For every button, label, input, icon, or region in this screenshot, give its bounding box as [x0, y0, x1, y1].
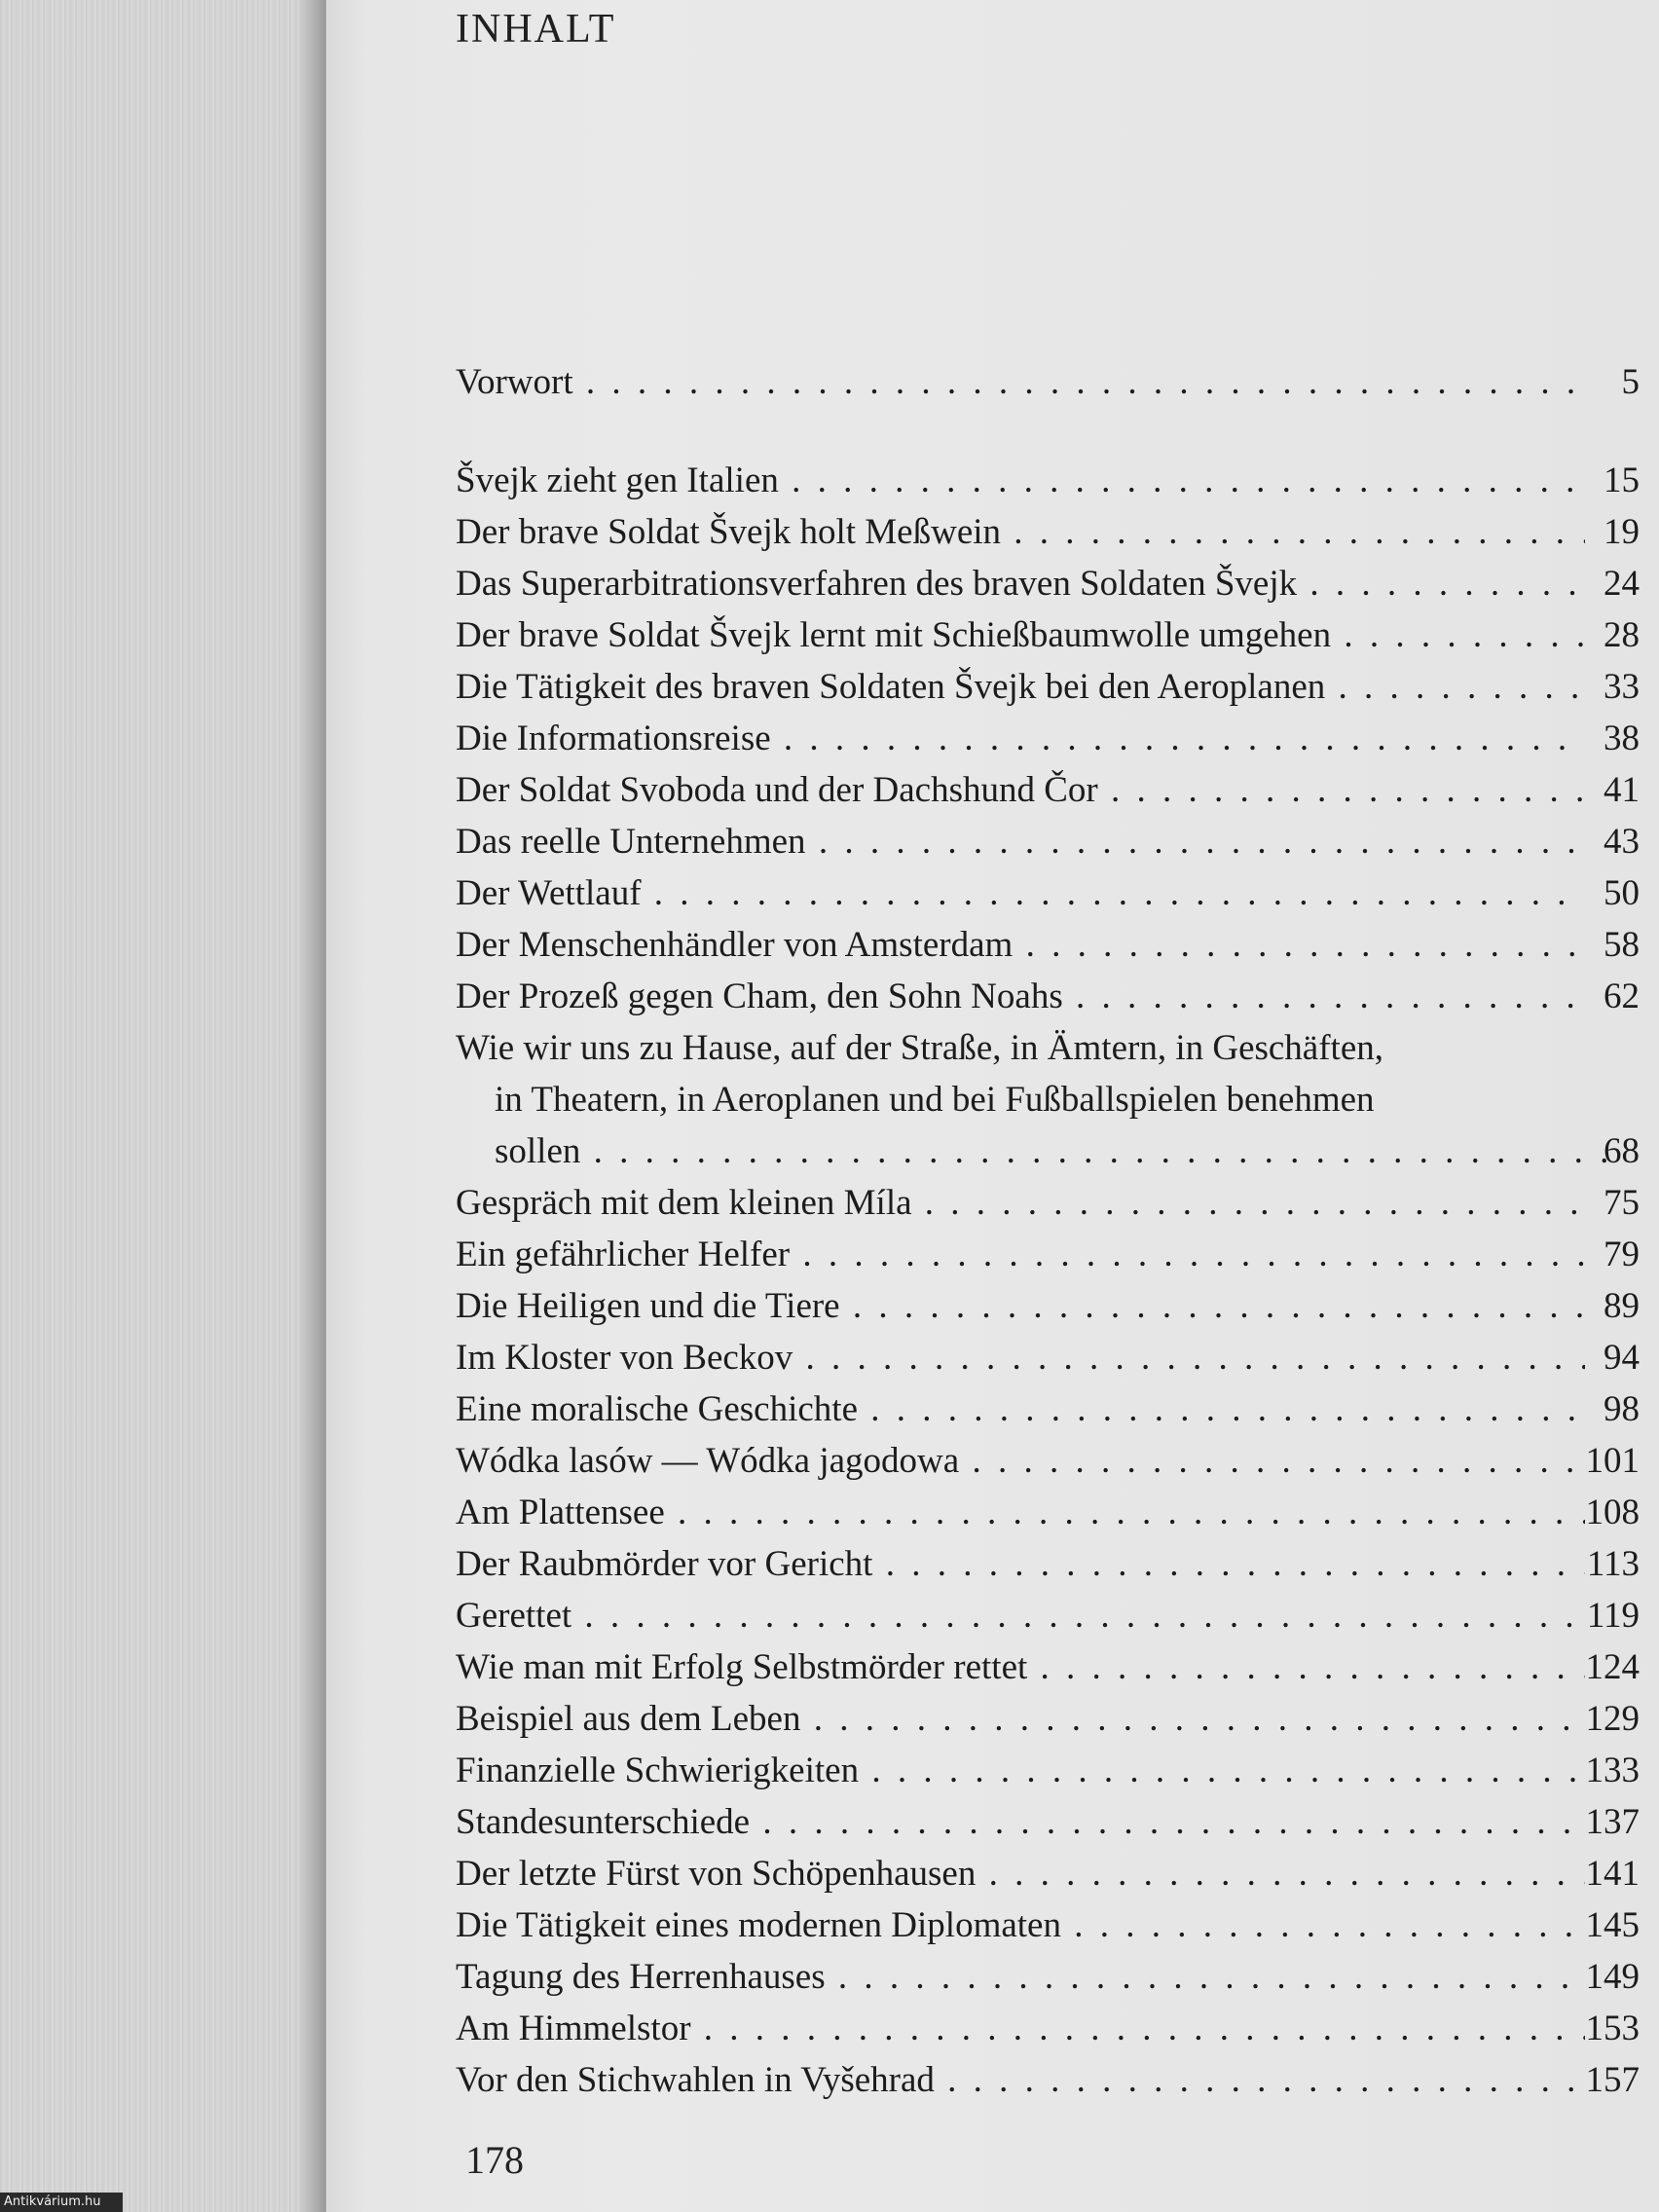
page-title: INHALT	[456, 7, 616, 52]
toc-entry-title: Vorwort	[456, 362, 573, 402]
toc-entry-line: in Theatern, in Aeroplanen und bei Fußballspielen benehmen	[495, 1080, 1375, 1120]
toc-entry-title: Gerettet	[456, 1596, 572, 1636]
toc-entry-title: Der Soldat Svoboda und der Dachshund Čor	[456, 770, 1098, 810]
toc-entry	[456, 919, 1640, 971]
toc-entry-title: Der Raubmörder vor Gericht	[456, 1544, 873, 1584]
toc-entry-page: 124	[1585, 1647, 1640, 1687]
toc-entry-page: 119	[1586, 1596, 1640, 1636]
toc-entry-title: Am Himmelstor	[456, 2009, 691, 2048]
toc-entry-page: 19	[1604, 512, 1640, 552]
book-gutter	[0, 0, 326, 2212]
toc-entry	[456, 1641, 1640, 1693]
toc-entry	[456, 1745, 1640, 1796]
toc-entry	[456, 1848, 1640, 1899]
toc-entry-page: 141	[1585, 1854, 1640, 1894]
toc-entry	[456, 609, 1640, 661]
toc-entry-page: 24	[1604, 564, 1640, 604]
toc-entry-title: Ein gefährlicher Helfer	[456, 1235, 791, 1274]
toc-entry-title: Tagung des Herrenhauses	[456, 1957, 826, 1997]
toc-entry	[456, 1538, 1640, 1590]
toc-entry	[456, 816, 1640, 867]
toc-entry	[456, 1796, 1640, 1848]
toc-entry-title: Finanzielle Schwierigkeiten	[456, 1751, 860, 1790]
toc-entry-title: Die Heiligen und die Tiere	[456, 1286, 840, 1326]
toc-entry-page: 43	[1604, 822, 1640, 862]
toc-entry-page: 149	[1585, 1957, 1640, 1997]
toc-entry-page: 62	[1604, 977, 1640, 1016]
toc-entry-page: 145	[1585, 1905, 1640, 1945]
toc-entry-page: 153	[1585, 2009, 1640, 2048]
toc-entry-page: 101	[1585, 1441, 1640, 1481]
toc-entry	[456, 971, 1640, 1022]
toc-entry-title: Der Prozeß gegen Cham, den Sohn Noahs	[456, 977, 1063, 1016]
toc-entry	[456, 1177, 1640, 1229]
toc-entry-title: Vor den Stichwahlen in Vyšehrad	[456, 2060, 935, 2100]
toc-entry-page: 98	[1604, 1389, 1640, 1429]
toc-entry-title: Der Menschenhändler von Amsterdam	[456, 925, 1014, 965]
toc-entry-page: 68	[1604, 1131, 1640, 1171]
toc-entry	[456, 764, 1640, 816]
toc-entry-page: 108	[1585, 1493, 1640, 1532]
toc-entry-page: 15	[1604, 461, 1640, 500]
toc-entry-title: Wódka lasów — Wódka jagodowa	[456, 1441, 960, 1481]
toc-entry	[456, 2003, 1640, 2054]
toc-entry-page: 41	[1604, 770, 1640, 810]
toc-entry	[456, 1332, 1640, 1383]
toc-entry-page: 94	[1604, 1338, 1640, 1378]
toc-entry-title: Der Wettlauf	[456, 873, 642, 913]
toc-entry	[456, 455, 1640, 506]
toc-entry-title: Eine moralische Geschichte	[456, 1389, 858, 1429]
toc-entry-title: Wie man mit Erfolg Selbstmörder rettet	[456, 1647, 1028, 1687]
toc-entry-title: Die Informationsreise	[456, 719, 771, 758]
toc-entry	[456, 713, 1640, 764]
toc-entry-page: 38	[1604, 719, 1640, 758]
toc-entry-page: 137	[1585, 1802, 1640, 1842]
toc-entry-page: 133	[1585, 1751, 1640, 1790]
toc-entry-page: 50	[1604, 873, 1640, 913]
toc-entry	[456, 1487, 1640, 1538]
toc-entry-title: Standesunterschiede	[456, 1802, 751, 1842]
toc-entry-page: 89	[1604, 1286, 1640, 1326]
toc-entry	[456, 1383, 1640, 1435]
toc-entry	[456, 1693, 1640, 1745]
toc-entry-page: 75	[1604, 1183, 1640, 1223]
toc-entry-title: Švejk zieht gen Italien	[456, 461, 779, 500]
toc-entry-title: Das Superarbitrationsverfahren des braven Soldaten Švejk	[456, 564, 1298, 604]
toc-entry-title: sollen	[495, 1131, 581, 1171]
toc-entry-title: Am Plattensee	[456, 1493, 665, 1532]
toc-entry-page: 28	[1604, 615, 1640, 655]
toc-entry-title: Der brave Soldat Švejk holt Meßwein	[456, 512, 1002, 552]
toc-entry	[456, 1435, 1640, 1487]
toc-entry	[456, 1951, 1640, 2003]
toc-entry	[456, 1125, 1640, 1177]
toc-entry-title: Die Tätigkeit eines modernen Diplomaten	[456, 1905, 1061, 1945]
toc-entry-title: Die Tätigkeit des braven Soldaten Švejk bei den Aeroplanen	[456, 667, 1326, 707]
toc-entry-title: Gespräch mit dem kleinen Míla	[456, 1183, 912, 1223]
toc-entry-title: Im Kloster von Beckov	[456, 1338, 793, 1378]
watermark: Antikvárium.hu	[0, 2193, 123, 2212]
toc-entry	[456, 2054, 1640, 2106]
page-number: 178	[465, 2138, 524, 2182]
toc-entry-page: 58	[1604, 925, 1640, 965]
toc-entry-page: 5	[1621, 362, 1640, 402]
toc-entry-page: 79	[1604, 1235, 1640, 1274]
toc-entry	[456, 867, 1640, 919]
toc-entry-title: Der letzte Fürst von Schöpenhausen	[456, 1854, 977, 1894]
table-of-contents	[456, 356, 1640, 2106]
toc-entry	[456, 1280, 1640, 1332]
toc-entry	[456, 558, 1640, 609]
toc-entry-page: 129	[1585, 1699, 1640, 1739]
toc-entry-title: Beispiel aus dem Leben	[456, 1699, 801, 1739]
toc-entry-page: 33	[1604, 667, 1640, 707]
toc-entry-line: Wie wir uns zu Hause, auf der Straße, in Ämtern, in Geschäften,	[456, 1028, 1384, 1068]
toc-entry-title: Das reelle Unternehmen	[456, 822, 806, 862]
toc-entry-page: 113	[1586, 1544, 1640, 1584]
toc-entry	[456, 356, 1640, 408]
toc-entry-page: 157	[1585, 2060, 1640, 2100]
toc-entry	[456, 661, 1640, 713]
toc-entry	[456, 1590, 1640, 1641]
toc-entry-title: Der brave Soldat Švejk lernt mit Schießbaumwolle umgehen	[456, 615, 1332, 655]
toc-entry	[456, 1899, 1640, 1951]
toc-entry	[456, 506, 1640, 558]
toc-entry	[456, 1229, 1640, 1280]
